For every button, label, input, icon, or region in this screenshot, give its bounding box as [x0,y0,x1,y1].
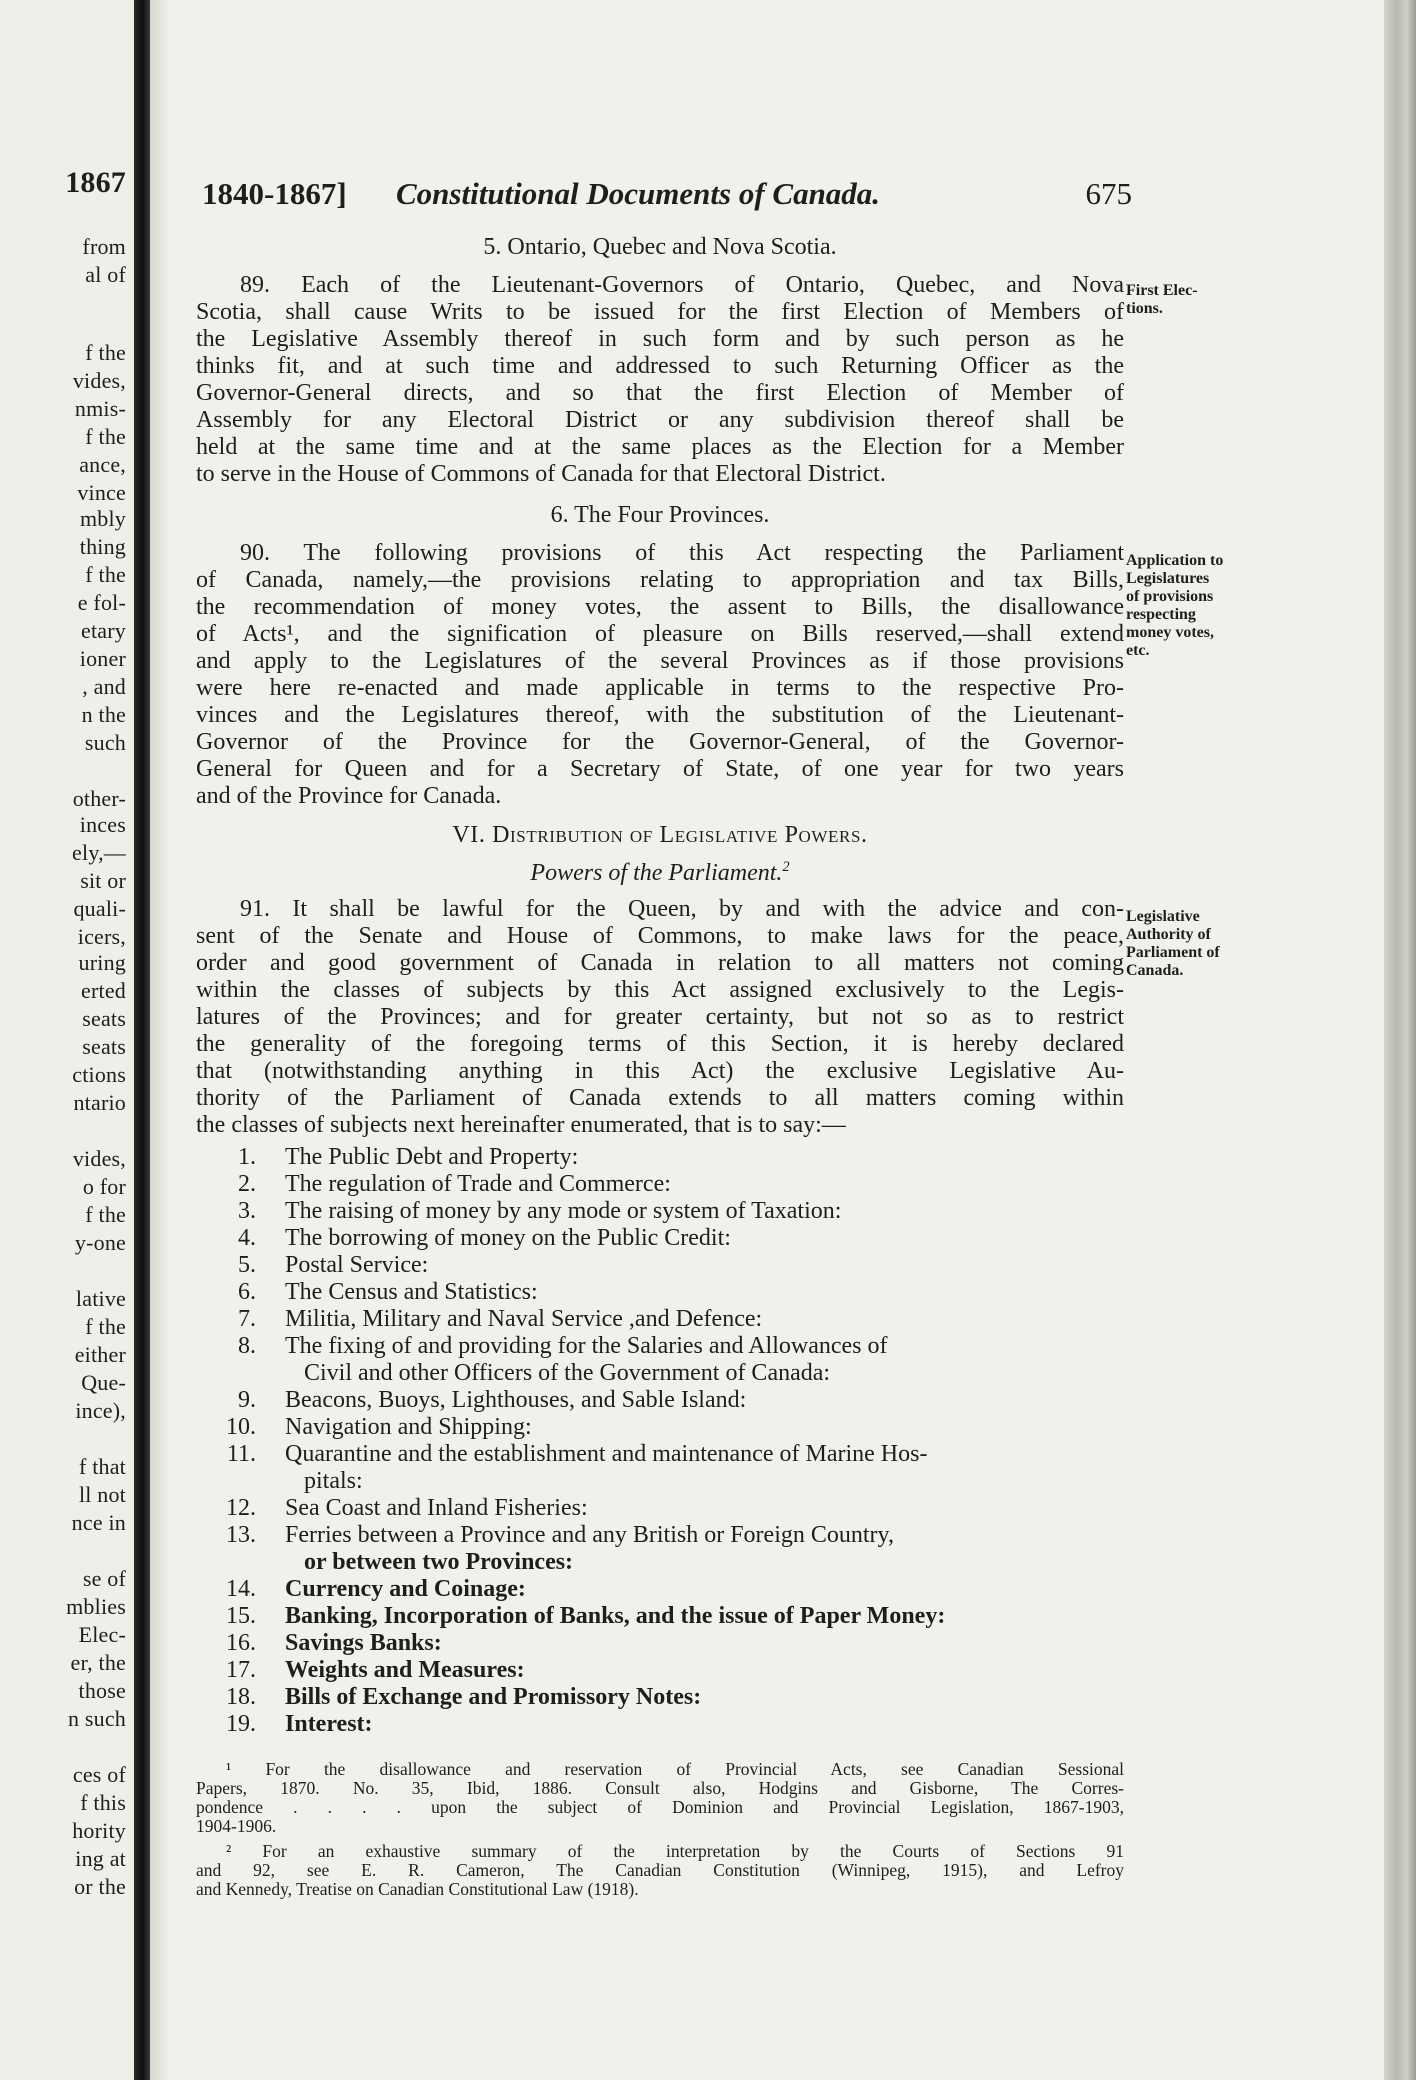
list-item-text: Quarantine and the establishment and maintenance of Marine Hos- [285,1441,928,1467]
list-item-text: The Public Debt and Property: [285,1144,579,1170]
left-page-fragment: vides, [72,368,126,393]
list-item [196,1387,1124,1414]
left-page-fragment: icers, [77,924,126,949]
list-item [196,1576,1124,1603]
text-line: the recommendation of money votes, the assent to Bills, the disallowance [196,594,1124,620]
list-item-text: Interest: [285,1711,373,1737]
footnote-line: ¹ For the disallowance and reservation of Provincial Acts, see Canadian Sessional [226,1760,1124,1779]
text-line: vinces and the Legislatures thereof, with the substitution of the Lieutenant- [196,702,1124,728]
margin-note-line: tions. [1126,300,1163,317]
left-page-fragment: 1867 [65,166,126,199]
left-page-fragment: o for [82,1174,126,1199]
list-item-number: 2. [238,1171,256,1197]
footnote-line: pondence . . . . upon the subject of Dominion and Provincial Legislation, 1867-1903, [196,1798,1124,1817]
left-page-fragment: those [78,1678,126,1703]
list-item [196,1657,1124,1684]
list-item [196,1144,1124,1171]
list-item-number: 3. [238,1198,256,1224]
text-line: the classes of subjects next hereinafter enumerated, that is to say:— [196,1112,846,1138]
list-item-number: 8. [238,1333,256,1359]
left-page-fragment: f the [85,562,126,587]
margin-note-first-elections [1126,282,1198,318]
left-page-fragment: ll not [78,1482,126,1507]
left-page-fragment: er, the [70,1650,126,1675]
footnote-line: and Kennedy, Treatise on Canadian Constitutional Law (1918). [196,1880,639,1899]
left-page-fragment: sit or [80,868,126,893]
list-item [196,1171,1124,1198]
footnote-line: and 92, see E. R. Cameron, The Canadian Constitution (Winnipeg, 1915), and Lefroy [196,1861,1124,1880]
left-page-fragment: seats [82,1006,126,1031]
margin-note-line: Legislative [1126,908,1200,925]
margin-note-line: Legislatures [1126,570,1210,587]
running-header [202,176,1132,222]
left-page-fragment: hority [72,1818,126,1843]
text-line: Governor of the Province for the Governor-General, of the Governor- [196,729,1124,755]
footnote-line: Papers, 1870. No. 35, Ibid, 1886. Consult also, Hodgins and Gisborne, The Corres- [196,1779,1124,1798]
list-item-text: Currency and Coinage: [285,1576,526,1602]
margin-note-line: Authority of [1126,926,1211,943]
text-line: 90. The following provisions of this Act respecting the Parliament [240,540,1124,566]
list-item-text: Navigation and Shipping: [285,1414,532,1440]
list-item-text: Beacons, Buoys, Lighthouses, and Sable Island: [285,1387,747,1413]
left-page-fragment: Que- [81,1370,126,1395]
list-item-number: 4. [238,1225,256,1251]
header-years: 1840-1867] [202,176,347,211]
enumerated-subjects-list [196,1144,1124,1738]
list-item-text: The Census and Statistics: [285,1279,538,1305]
list-item [196,1630,1124,1657]
list-item [196,1333,1124,1360]
paragraph-90 [196,540,1124,810]
left-page-fragment: f the [85,424,126,449]
left-page-fragment: uring [78,950,126,975]
left-page-fragment: ince), [75,1398,126,1423]
text-line: Assembly for any Electoral District or any subdivision thereof shall be [196,407,1124,433]
list-item [196,1225,1124,1252]
list-item [196,1306,1124,1333]
text-line: Governor-General directs, and so that the first Election of Member of [196,380,1124,406]
list-item [196,1684,1124,1711]
list-item-number: 1. [238,1144,256,1170]
text-line: General for Queen and for a Secretary of State, of one year for two years [196,756,1124,782]
text-line: order and good government of Canada in relation to all matters not coming [196,950,1124,976]
left-page-fragment: either [74,1342,126,1367]
left-page-fragment: se of [82,1566,126,1591]
margin-note-line: money votes, [1126,624,1214,641]
list-item-number: 13. [226,1522,256,1548]
list-item-text: Bills of Exchange and Promissory Notes: [285,1684,702,1710]
paragraph-91 [196,896,1124,1139]
page-edge [1384,0,1416,2080]
list-item-number: 11. [226,1441,256,1467]
list-item-text: The regulation of Trade and Commerce: [285,1171,671,1197]
list-item-number: 12. [226,1495,256,1521]
powers-heading-text: Powers of the Parliament. [530,860,783,886]
margin-note-line: respecting [1126,606,1196,623]
margin-note-line: Application to [1126,552,1224,569]
left-page-fragment: nce in [71,1510,126,1535]
paragraph-89 [196,272,1124,488]
left-page-fragment: ing at [75,1846,126,1871]
list-item-text: The raising of money by any mode or system of Taxation: [285,1198,842,1224]
margin-note-line: Canada. [1126,962,1184,979]
left-page-fragment: n such [67,1706,126,1731]
text-line: thinks fit, and at such time and addressed to such Returning Officer as the [196,353,1124,379]
margin-note-line: etc. [1126,642,1150,659]
margin-note-line: Parliament of [1126,944,1220,961]
margin-note-legislative-authority [1126,908,1220,980]
left-page-fragment: f the [85,1314,126,1339]
list-item [196,1468,1124,1495]
list-item-number: 18. [226,1684,256,1710]
list-item-text: Savings Banks: [285,1630,442,1656]
left-page-fragment: , and [82,674,126,699]
margin-note-line: of provisions [1126,588,1214,605]
text-line: and apply to the Legislatures of the several Provinces as if those provisions [196,648,1124,674]
page-number: 675 [1085,176,1132,211]
header-title: Constitutional Documents of Canada. [396,176,881,211]
left-page-fragment: f the [85,1202,126,1227]
text-line: the generality of the foregoing terms of this Section, it is hereby declared [196,1031,1124,1057]
left-page-fragment: ntario [73,1090,126,1115]
text-line: of Acts¹, and the signification of pleasure on Bills reserved,—shall extend [196,621,1124,647]
text-line: 91. It shall be lawful for the Queen, by and with the advice and con- [240,896,1124,922]
text-line: of Canada, namely,—the provisions relating to appropriation and tax Bills, [196,567,1124,593]
list-item-text: or between two Provinces: [304,1549,574,1575]
text-line: and of the Province for Canada. [196,783,502,809]
list-item-number: 10. [226,1414,256,1440]
left-page-fragment: Elec- [78,1622,126,1647]
text-line: held at the same time and at the same places as the Election for a Member [196,434,1124,460]
left-page-fragment: ioner [79,646,126,671]
powers-heading [196,860,1124,887]
left-page-fragment: other- [72,786,126,811]
list-item-number: 5. [238,1252,256,1278]
list-item [196,1522,1124,1549]
left-page-fragment: ctions [72,1062,126,1087]
gutter-shadow [150,0,170,2080]
text-line: thority of the Parliament of Canada extends to all matters coming within [196,1085,1124,1111]
list-item-number: 19. [226,1711,256,1737]
list-item-text: Sea Coast and Inland Fisheries: [285,1495,588,1521]
left-page-fragment: ces of [72,1762,126,1787]
margin-note-application [1126,552,1223,660]
list-item [196,1549,1124,1576]
left-page-fragment: vince [77,480,126,505]
list-item [196,1252,1124,1279]
text-line: were here re-enacted and made applicable in terms to the respective Pro- [196,675,1124,701]
left-page-fragment: thing [79,534,126,559]
left-page-fragment: erted [81,978,126,1003]
text-line: sent of the Senate and House of Commons, to make laws for the peace, [196,923,1124,949]
text-line: 89. Each of the Lieutenant-Governors of Ontario, Quebec, and Nova [240,272,1124,298]
left-facing-page [0,0,134,2080]
left-page-fragment: mblies [66,1594,126,1619]
list-item-text: Postal Service: [285,1252,429,1278]
list-item-number: 16. [226,1630,256,1656]
list-item [196,1414,1124,1441]
left-page-fragment: such [84,730,126,755]
left-page-fragment: al of [85,262,126,287]
footnote-line: ² For an exhaustive summary of the interpretation by the Courts of Sections 91 [226,1842,1124,1861]
text-line: to serve in the House of Commons of Canada for that Electoral District. [196,461,886,487]
list-item [196,1360,1124,1387]
section-heading-5: 5. Ontario, Quebec and Nova Scotia. [483,234,837,260]
margin-note-line: First Elec- [1126,282,1198,299]
list-item-text: pitals: [304,1468,363,1494]
list-item-number: 17. [226,1657,256,1683]
part-heading: VI. Distribution of Legislative Powers. [452,822,868,848]
text-line: within the classes of subjects by this Act assigned exclusively to the Legis- [196,977,1124,1003]
list-item-number: 9. [238,1387,256,1413]
left-page-fragment: ance, [79,452,126,477]
section-heading-6: 6. The Four Provinces. [550,502,770,528]
list-item-text: The fixing of and providing for the Salaries and Allowances of [285,1333,888,1359]
text-line: latures of the Provinces; and for greater certainty, but not so as to restrict [196,1004,1124,1030]
left-page-fragment: inces [79,812,126,837]
text-line: Scotia, shall cause Writs to be issued for the first Election of Members of [196,299,1124,325]
left-page-fragment: e fol- [77,590,126,615]
left-page-fragment: f that [78,1454,126,1479]
left-page-fragment: seats [82,1034,126,1059]
left-page-fragment: f this [80,1790,126,1815]
list-item [196,1603,1124,1630]
list-item [196,1495,1124,1522]
book-spine [134,0,150,2080]
text-line: the Legislative Assembly thereof in such form and by such person as he [196,326,1124,352]
left-page-fragment: mbly [79,506,126,531]
list-item-text: Militia, Military and Naval Service ,and Defence: [285,1306,763,1332]
list-item [196,1441,1124,1468]
text-line: that (notwithstanding anything in this Act) the exclusive Legislative Au- [196,1058,1124,1084]
list-item-number: 7. [238,1306,256,1332]
footnote-1 [196,1760,1124,1836]
list-item-text: Ferries between a Province and any British or Foreign Country, [285,1522,894,1548]
footnote-mark-2: 2 [782,859,790,875]
list-item [196,1198,1124,1225]
left-page-fragment: from [82,234,126,259]
list-item-number: 14. [226,1576,256,1602]
left-page-fragment: f the [85,340,126,365]
list-item [196,1279,1124,1306]
list-item-number: 15. [226,1603,256,1629]
list-item-text: The borrowing of money on the Public Credit: [285,1225,731,1251]
left-page-fragment: or the [74,1874,126,1899]
left-page-fragment: quali- [73,896,126,921]
left-page-fragment: ely,— [72,840,126,865]
left-page-fragment: etary [81,618,126,643]
left-page-fragment: y-one [74,1230,126,1255]
left-page-fragment: n the [81,702,126,727]
list-item [196,1711,1124,1738]
list-item-text: Weights and Measures: [285,1657,525,1683]
left-page-fragment: nmis- [74,396,126,421]
list-item-text: Banking, Incorporation of Banks, and the issue of Paper Money: [285,1603,946,1629]
footnote-2 [196,1842,1124,1899]
footnote-line: 1904-1906. [196,1817,277,1836]
left-page-fragment: lative [75,1286,126,1311]
list-item-text: Civil and other Officers of the Government of Canada: [304,1360,831,1386]
list-item-number: 6. [238,1279,256,1305]
left-page-fragment: vides, [72,1146,126,1171]
